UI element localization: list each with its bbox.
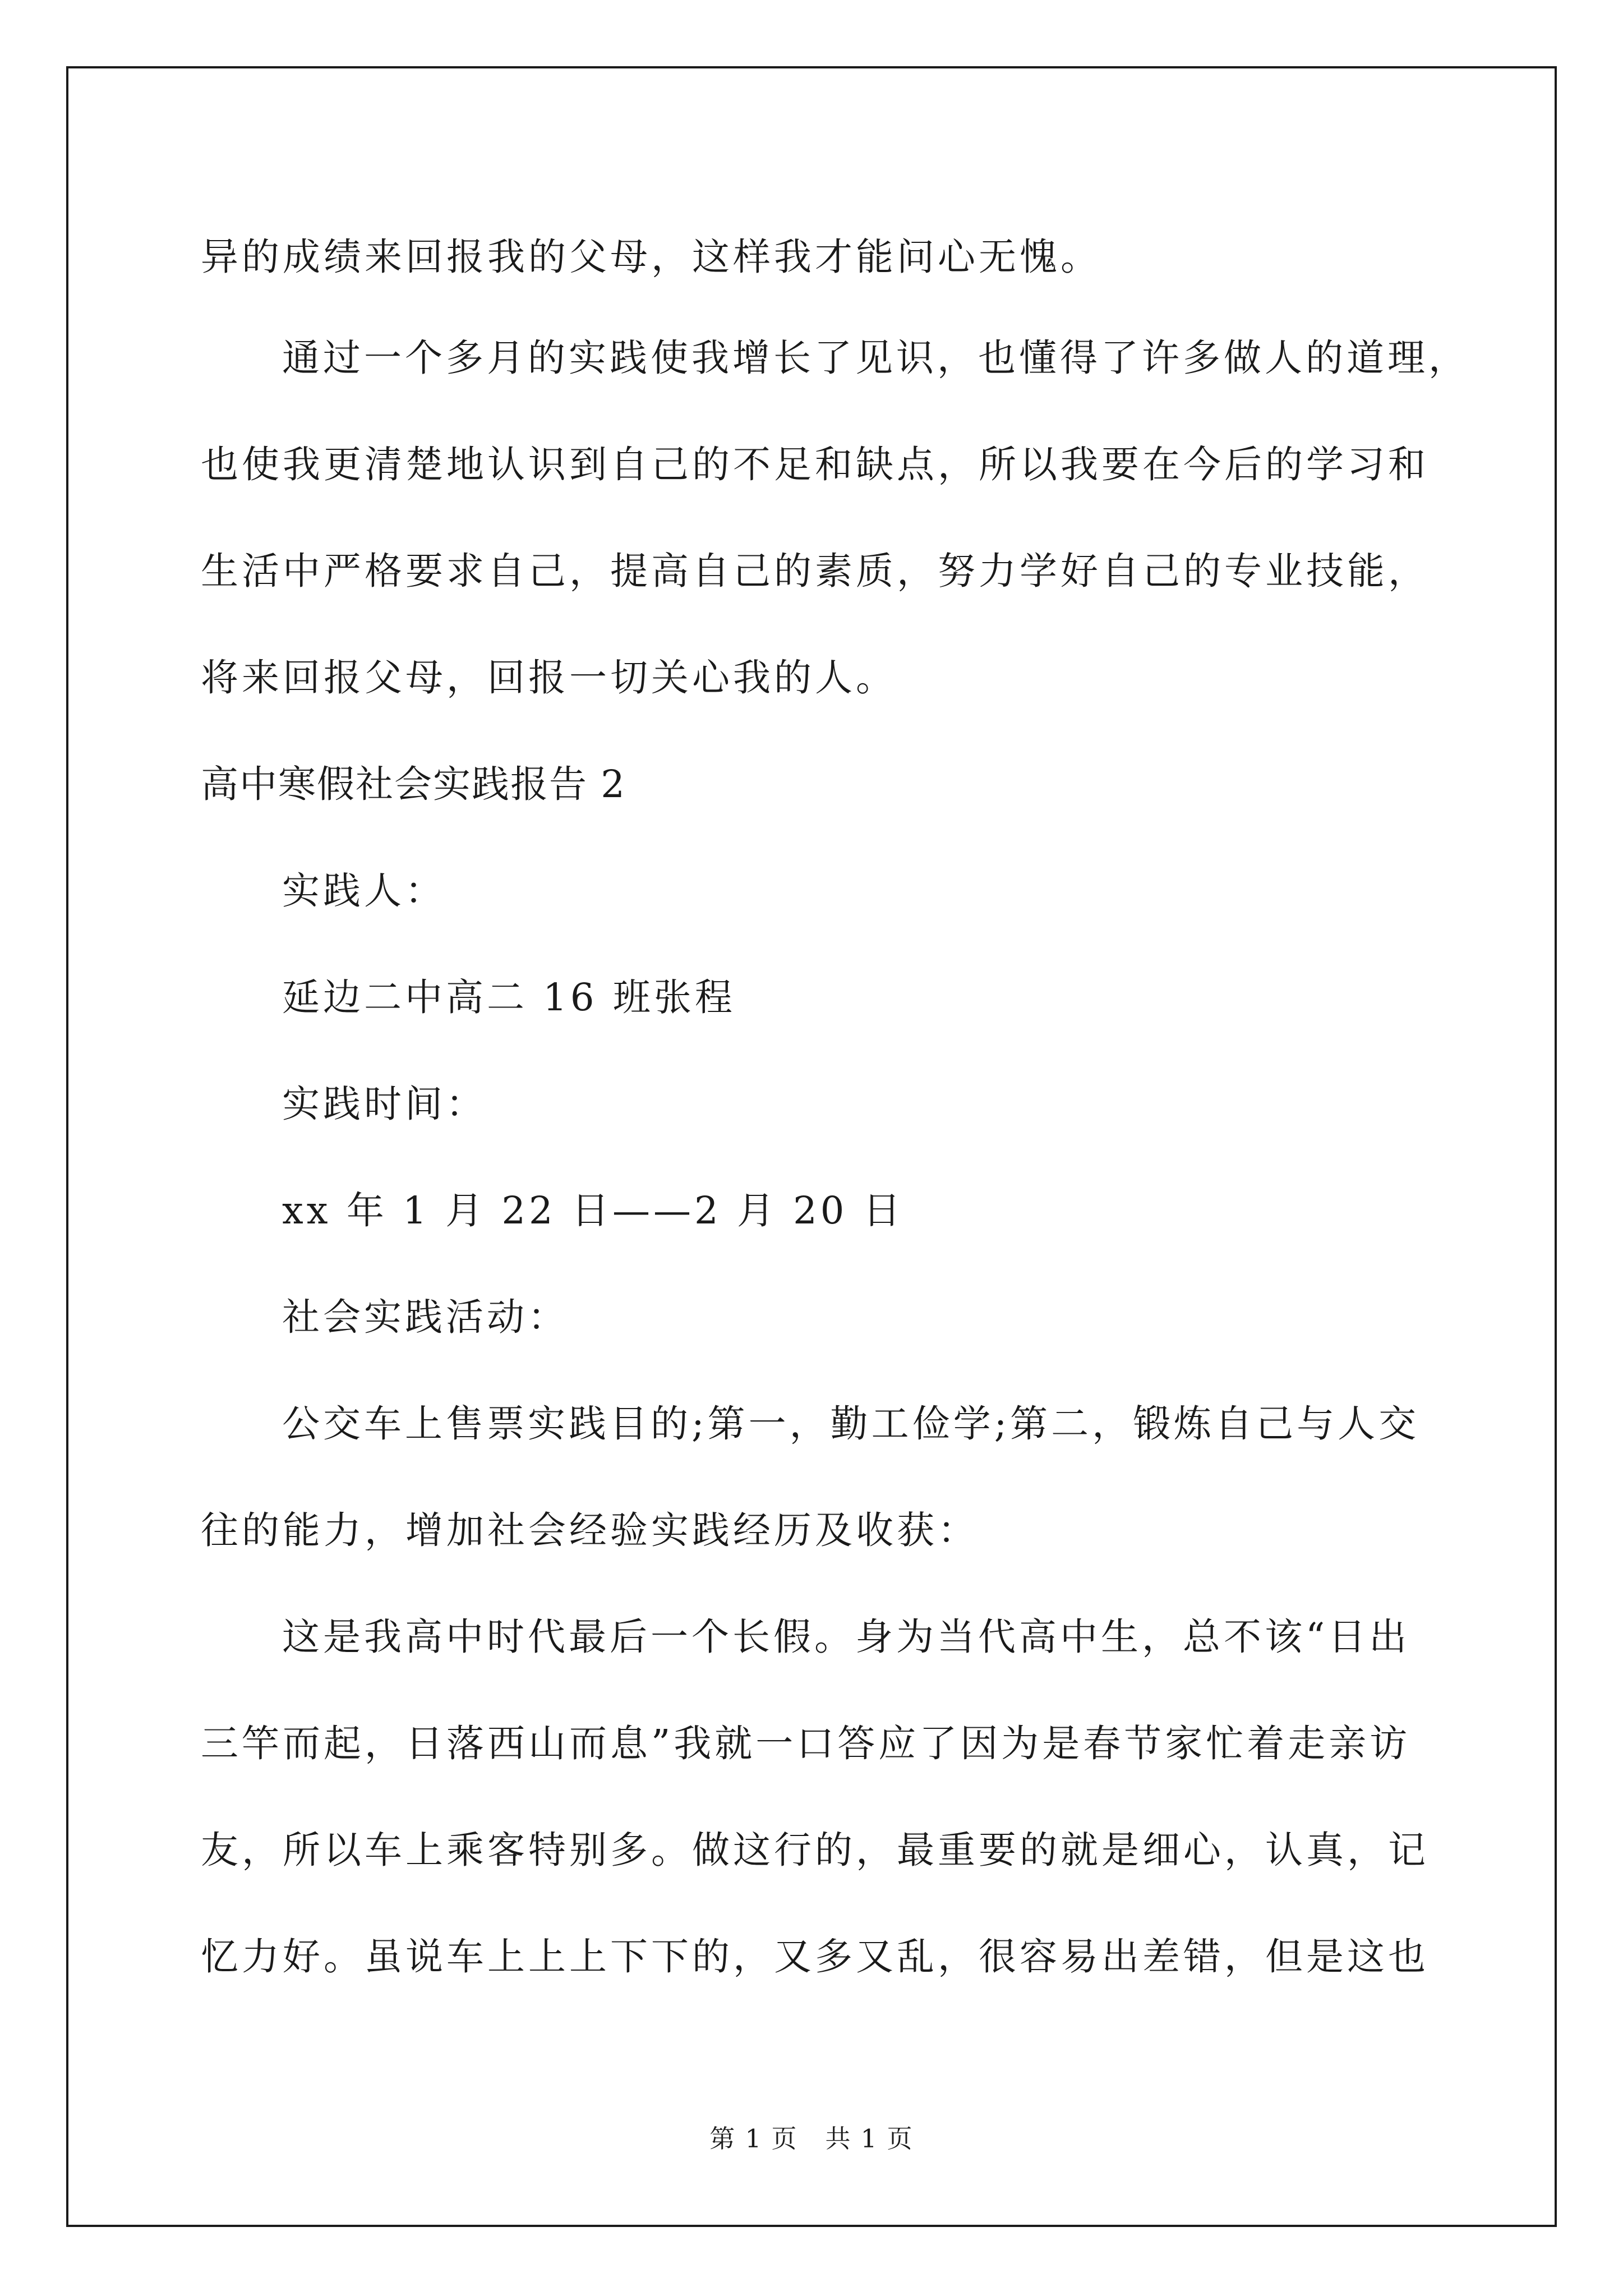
paragraph-line: 这是我高中时代最后一个长假。身为当代高中生，总不该“日出 [282, 1615, 1410, 1659]
field-label-time: 实践时间： [282, 1082, 487, 1126]
paragraph-line: 将来回报父母，回报一切关心我的人。 [201, 656, 897, 700]
paragraph-line: 生活中严格要求自己，提高自己的素质，努力学好自己的专业技能， [201, 549, 1429, 593]
section-heading: 高中寒假社会实践报告 2 [201, 762, 626, 806]
page-border [66, 66, 1557, 2227]
paragraph-line: 友，所以车上乘客特别多。做这行的，最重要的就是细心，认真，记 [201, 1828, 1429, 1872]
paragraph-line: 往的能力，增加社会经验实践经历及收获： [201, 1508, 979, 1552]
field-value-practitioner: 延边二中高二 16 班张程 [282, 976, 736, 1019]
paragraph-line: 也使我更清楚地认识到自己的不足和缺点，所以我要在今后的学习和 [201, 443, 1429, 486]
field-label-activity: 社会实践活动： [282, 1295, 569, 1339]
page-number-footer: 第 1 页 共 1 页 [709, 2124, 914, 2154]
paragraph-line: 公交车上售票实践目的;第一，勤工俭学;第二，锻炼自己与人交 [282, 1402, 1420, 1446]
paragraph-line: 异的成绩来回报我的父母，这样我才能问心无愧。 [201, 235, 1101, 279]
field-value-time: xx 年 1 月 22 日——2 月 20 日 [282, 1189, 904, 1232]
paragraph-line: 通过一个多月的实践使我增长了见识，也懂得了许多做人的道理， [282, 336, 1469, 380]
field-label-practitioner: 实践人： [282, 869, 446, 913]
paragraph-line: 三竿而起，日落西山而息”我就一口答应了因为是春节家忙着走亲访 [201, 1722, 1411, 1765]
paragraph-line: 忆力好。虽说车上上上下下的，又多又乱，很容易出差错，但是这也 [201, 1935, 1429, 1978]
